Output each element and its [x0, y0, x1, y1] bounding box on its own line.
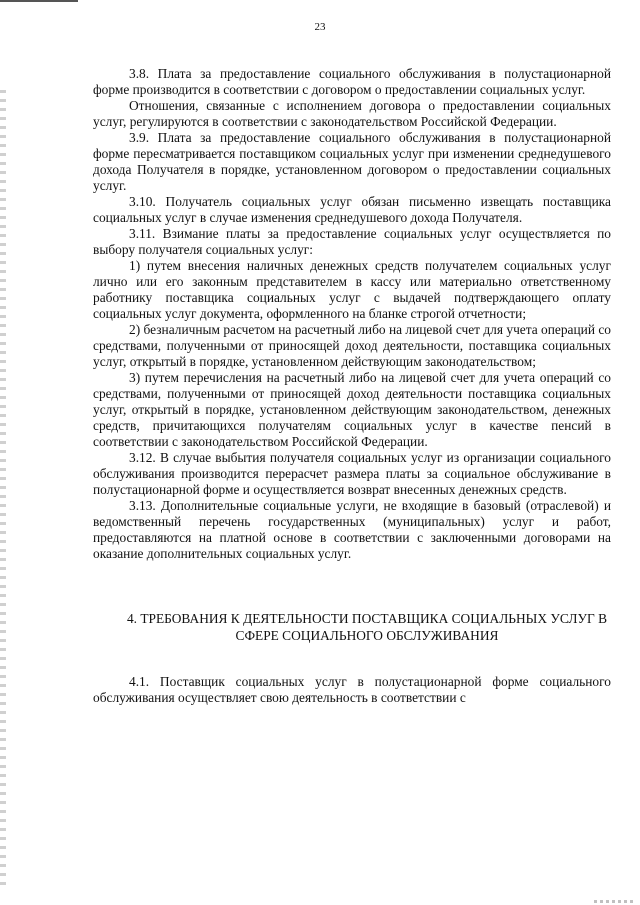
scan-top-rule	[0, 0, 78, 2]
page-number: 23	[314, 21, 326, 33]
list-item-2: 2) безналичным расчетом на расчетный либо на лицевой счет для учета операций со средствами, полученными от приносящей доход деятельности, поставщика социальных услуг, открытый в порядке, установленном действующим законодательством;	[93, 322, 611, 369]
list-item-3: 3) путем перечисления на расчетный либо на лицевой счет для учета операций со средствами, полученными от приносящей доход деятельности поставщика социальных услуг, открытый в порядке, установленном действующим законодательством, денежных средств, причитающихся получателям социальных услуг в качестве пенсий в соответствии с законодательством Российской Федерации.	[93, 370, 611, 449]
paragraph-relations: Отношения, связанные с исполнением договора о предоставлении социальных услуг, регулируются в соответствии с законодательством Российской Федерации.	[93, 98, 611, 129]
scan-left-edge	[0, 90, 6, 890]
paragraph-3-9: 3.9. Плата за предоставление социального обслуживания в полустационарной форме пересматривается поставщиком социальных услуг при изменении среднедушевого дохода Получателя в порядке, установленном договором о предоставлении социальных услуг.	[93, 130, 611, 193]
paragraph-3-10: 3.10. Получатель социальных услуг обязан письменно извещать поставщика социальных услуг в случае изменения среднедушевого дохода Получателя.	[93, 194, 611, 225]
scan-bottom-mark	[594, 900, 634, 903]
paragraph-3-8: 3.8. Плата за предоставление социального обслуживания в полустационарной форме производится в соответствии с договором о предоставлении социальных услуг.	[93, 66, 611, 97]
paragraph-3-13: 3.13. Дополнительные социальные услуги, не входящие в базовый (отраслевой) и ведомственный перечень государственных (муниципальных) услуг и работ, предоставляются на платной основе в соответствии с заключенными договорами на оказание дополнительных социальных услуг.	[93, 498, 611, 561]
document-body	[93, 66, 611, 706]
paragraph-3-12: 3.12. В случае выбытия получателя социальных услуг из организации социального обслуживания производится перерасчет размера платы за социальное обслуживание в полустационарной форме и осуществляется возврат внесенных денежных средств.	[93, 450, 611, 497]
section-heading: 4. ТРЕБОВАНИЯ К ДЕЯТЕЛЬНОСТИ ПОСТАВЩИКА СОЦИАЛЬНЫХ УСЛУГ В СФЕРЕ СОЦИАЛЬНОГО ОБСЛУЖИВАНИЯ	[126, 611, 608, 643]
paragraph-3-11: 3.11. Взимание платы за предоставление социальных услуг осуществляется по выбору получателя социальных услуг:	[93, 226, 611, 257]
paragraph-4-1: 4.1. Поставщик социальных услуг в полустационарной форме социального обслуживания осуществляет свою деятельность в соответствии с	[93, 674, 611, 705]
list-item-1: 1) путем внесения наличных денежных средств получателем социальных услуг лично или его законным представителем в кассу или материально ответственному работнику поставщика социальных услуг с выдачей подтверждающего оплату социальных услуг документа, оформленного на бланке строгой отчетности;	[93, 258, 611, 321]
